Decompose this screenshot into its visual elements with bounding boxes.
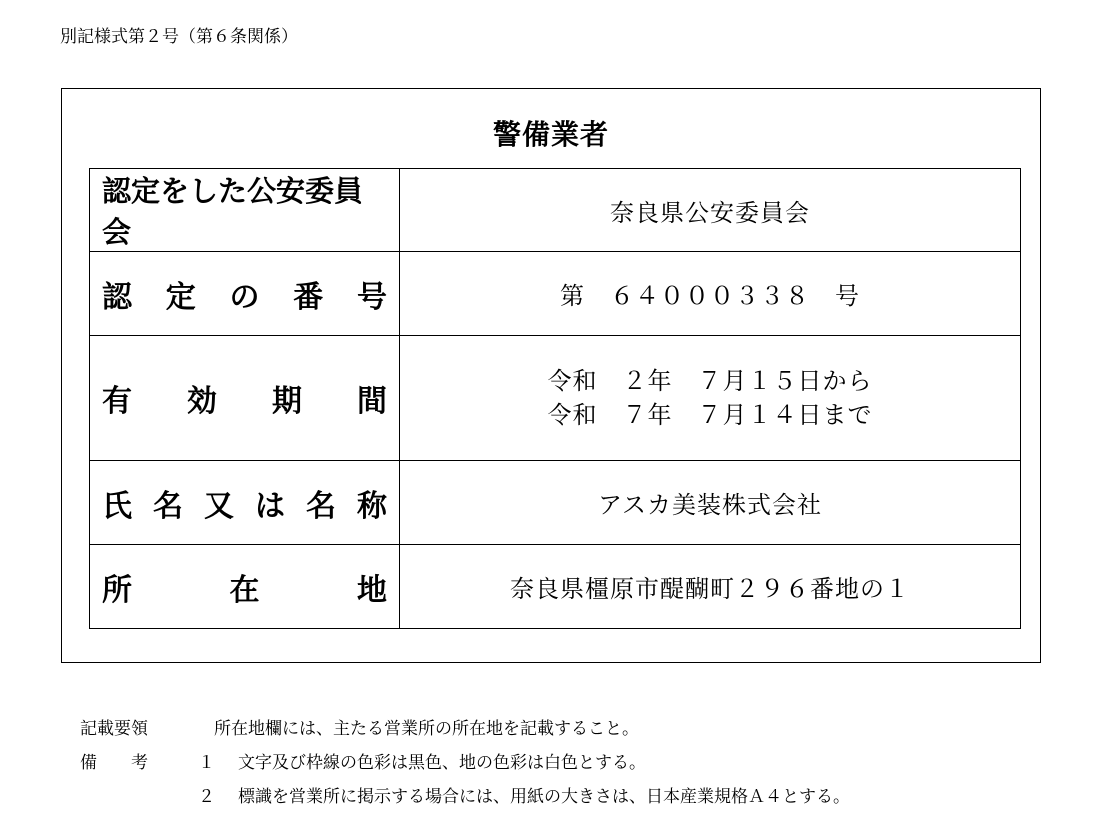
label-name: 氏名又は名称 <box>90 461 400 545</box>
sign-frame <box>61 88 1041 663</box>
period-from: 令和 ２年 ７月１５日から <box>547 367 873 395</box>
remarks-heading: 備 考 <box>80 753 148 773</box>
label-period: 有効期間 <box>90 336 400 461</box>
row-location <box>90 545 1021 629</box>
guideline-row <box>80 712 850 746</box>
label-authority: 認定をした公安委員会 <box>90 169 400 252</box>
value-location: 奈良県橿原市醍醐町２９６番地の１ <box>400 545 1021 629</box>
sign-info-table <box>89 168 1021 629</box>
row-number <box>90 252 1021 336</box>
label-number: 認定の番号 <box>90 252 400 336</box>
period-to: 令和 ７年 ７月１４日まで <box>547 401 873 429</box>
guideline-heading: 記載要領 <box>80 719 148 739</box>
remark-number: １ <box>198 753 215 773</box>
guideline-text: 所在地欄には、主たる営業所の所在地を記載すること。 <box>214 719 639 739</box>
remark-item <box>80 746 850 780</box>
remark-text: 標識を営業所に掲示する場合には、用紙の大きさは、日本産業規格Ａ４とする。 <box>238 787 850 807</box>
remark-text: 文字及び枠線の色彩は黒色、地の色彩は白色とする。 <box>238 753 646 773</box>
value-period <box>400 336 1021 461</box>
row-name <box>90 461 1021 545</box>
remark-number: ２ <box>198 787 215 807</box>
label-location: 所在地 <box>90 545 400 629</box>
remark-item <box>80 780 850 814</box>
value-authority: 奈良県公安委員会 <box>400 169 1021 252</box>
row-period <box>90 336 1021 461</box>
row-authority <box>90 169 1021 252</box>
form-label: 別記様式第２号（第６条関係） <box>60 27 298 47</box>
value-name: アスカ美装株式会社 <box>400 461 1021 545</box>
sign-title: 警備業者 <box>492 118 609 151</box>
value-number: 第 ６４０００３３８ 号 <box>400 252 1021 336</box>
notes <box>80 712 850 814</box>
